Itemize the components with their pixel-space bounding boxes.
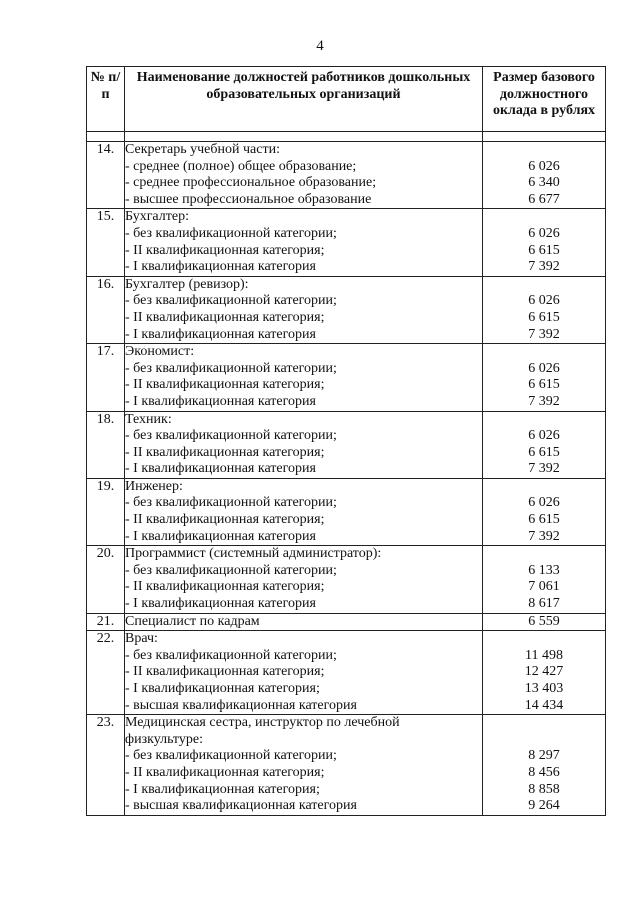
category-label: - I квалификационная категория [125, 259, 316, 275]
blank-line [483, 732, 605, 749]
salary-value: 12 427 [524, 664, 564, 680]
position-cell [125, 344, 483, 411]
salary-value: 8 456 [528, 764, 560, 780]
category-label: - без квалификационной категории; [125, 748, 337, 764]
position-title-continued: физкультуре: [125, 731, 203, 747]
category-label: - без квалификационной категории; [125, 225, 337, 241]
salary-cell [483, 142, 606, 209]
category-label: - I квалификационная категория [125, 461, 316, 477]
salary-cell [483, 715, 606, 816]
position-title: Инженер: [125, 478, 183, 494]
salary-value: 6 026 [528, 225, 560, 241]
blank-line [483, 479, 605, 496]
salary-value: 6 615 [528, 377, 560, 393]
salary-cell [483, 276, 606, 343]
salary-cell [483, 546, 606, 613]
category-label: - среднее (полное) общее образование; [125, 158, 357, 174]
salary-value: 8 617 [528, 596, 560, 612]
category-label: - II квалификационная категория; [125, 579, 325, 595]
category-label: - высшее профессиональное образование [125, 191, 372, 207]
blank-line [483, 209, 605, 226]
category-label: - без квалификационной категории; [125, 360, 337, 376]
row-number: 21. [87, 613, 125, 631]
category-label: - I квалификационная категория; [125, 781, 320, 797]
table-row [87, 613, 606, 631]
header-spacer-row [87, 132, 606, 142]
category-label: - без квалификационной категории; [125, 293, 337, 309]
position-cell [125, 411, 483, 478]
table-row [87, 276, 606, 343]
position-title: Бухгалтер (ревизор): [125, 276, 249, 292]
position-cell [125, 613, 483, 631]
header-number: № п/п [87, 67, 125, 132]
position-title: Бухгалтер: [125, 209, 189, 225]
spacer-cell [125, 132, 483, 142]
blank-line [483, 277, 605, 294]
header-base-salary: Размер базового должностного оклада в рублях [483, 67, 606, 132]
salary-value: 6 559 [528, 613, 560, 629]
row-number: 18. [87, 411, 125, 478]
category-label: - II квалификационная категория; [125, 664, 325, 680]
position-cell [125, 142, 483, 209]
salary-value: 11 498 [525, 647, 563, 663]
row-number: 17. [87, 344, 125, 411]
position-cell [125, 715, 483, 816]
category-label: - без квалификационной категории; [125, 562, 337, 578]
row-number: 22. [87, 631, 125, 715]
salary-cell [483, 209, 606, 276]
salary-value: 6 615 [528, 309, 560, 325]
salary-cell [483, 411, 606, 478]
category-label: - среднее профессиональное образование; [125, 175, 377, 191]
salary-value: 8 858 [528, 781, 560, 797]
category-label: - высшая квалификационная категория [125, 798, 357, 814]
category-label: - без квалификационной категории; [125, 647, 337, 663]
blank-line [483, 715, 605, 732]
spacer-cell [483, 132, 606, 142]
salary-value: 6 026 [528, 495, 560, 511]
salary-cell [483, 631, 606, 715]
salary-value: 7 392 [528, 393, 560, 409]
salary-value: 6 026 [528, 360, 560, 376]
salary-value: 6 340 [528, 175, 560, 191]
category-label: - II квалификационная категория; [125, 444, 325, 460]
page-number: 4 [316, 38, 324, 54]
category-label: - без квалификационной категории; [125, 495, 337, 511]
row-number: 14. [87, 142, 125, 209]
salary-value: 8 297 [528, 748, 560, 764]
position-title: Программист (системный администратор): [125, 546, 382, 562]
salary-value: 7 392 [528, 259, 560, 275]
table-row [87, 344, 606, 411]
header-position-name: Наименование должностей работников дошкольных образовательных организаций [125, 67, 483, 132]
position-cell [125, 546, 483, 613]
category-label: - II квалификационная категория; [125, 309, 325, 325]
position-cell [125, 478, 483, 545]
position-title: Врач: [125, 631, 158, 647]
salary-value: 6 026 [528, 158, 560, 174]
table-row [87, 209, 606, 276]
position-title: Секретарь учебной части: [125, 142, 280, 157]
row-number: 19. [87, 478, 125, 545]
blank-line [483, 412, 605, 429]
category-label: - I квалификационная категория [125, 596, 316, 612]
category-label: - II квалификационная категория; [125, 377, 325, 393]
blank-line [483, 344, 605, 361]
salary-value: 9 264 [528, 798, 560, 814]
salary-value: 6 026 [528, 293, 560, 309]
salary-table [86, 66, 606, 816]
row-number: 16. [87, 276, 125, 343]
salary-cell [483, 613, 606, 631]
position-title: Медицинская сестра, инструктор по лечебной [125, 715, 400, 731]
category-label: - высшая квалификационная категория [125, 697, 357, 713]
table-row [87, 546, 606, 613]
category-label: - II квалификационная категория; [125, 764, 325, 780]
position-title: Специалист по кадрам [125, 613, 260, 629]
position-cell [125, 276, 483, 343]
table-header-row [87, 67, 606, 132]
category-label: - II квалификационная категория; [125, 242, 325, 258]
salary-value: 7 392 [528, 461, 560, 477]
salary-value: 13 403 [524, 681, 564, 696]
salary-value: 6 677 [528, 191, 560, 207]
category-label: - I квалификационная категория [125, 393, 316, 409]
salary-value: 6 615 [528, 512, 560, 528]
position-cell [125, 209, 483, 276]
salary-value: 14 434 [524, 697, 564, 713]
table-body [87, 142, 606, 816]
category-label: - без квалификационной категории; [125, 428, 337, 444]
position-title: Техник: [125, 411, 172, 427]
category-label: - I квалификационная категория [125, 326, 316, 342]
table-row [87, 631, 606, 715]
salary-cell [483, 344, 606, 411]
row-number: 23. [87, 715, 125, 816]
spacer-cell [87, 132, 125, 142]
salary-value: 6 615 [528, 444, 560, 460]
blank-line [483, 546, 605, 563]
salary-value: 7 392 [528, 326, 560, 342]
table-row [87, 411, 606, 478]
row-number: 20. [87, 546, 125, 613]
salary-value: 6 615 [528, 242, 560, 258]
category-label: - II квалификационная категория; [125, 512, 325, 528]
position-title: Экономист: [125, 344, 195, 360]
position-cell [125, 631, 483, 715]
salary-value: 6 026 [528, 428, 560, 444]
category-label: - I квалификационная категория; [125, 681, 320, 696]
blank-line [483, 631, 605, 648]
table-row [87, 715, 606, 816]
table-row [87, 142, 606, 209]
salary-value: 6 133 [528, 562, 560, 578]
blank-line [483, 142, 605, 159]
salary-value: 7 061 [528, 579, 560, 595]
table-row [87, 478, 606, 545]
row-number: 15. [87, 209, 125, 276]
salary-value: 7 392 [528, 528, 560, 544]
salary-cell [483, 478, 606, 545]
category-label: - I квалификационная категория [125, 528, 316, 544]
